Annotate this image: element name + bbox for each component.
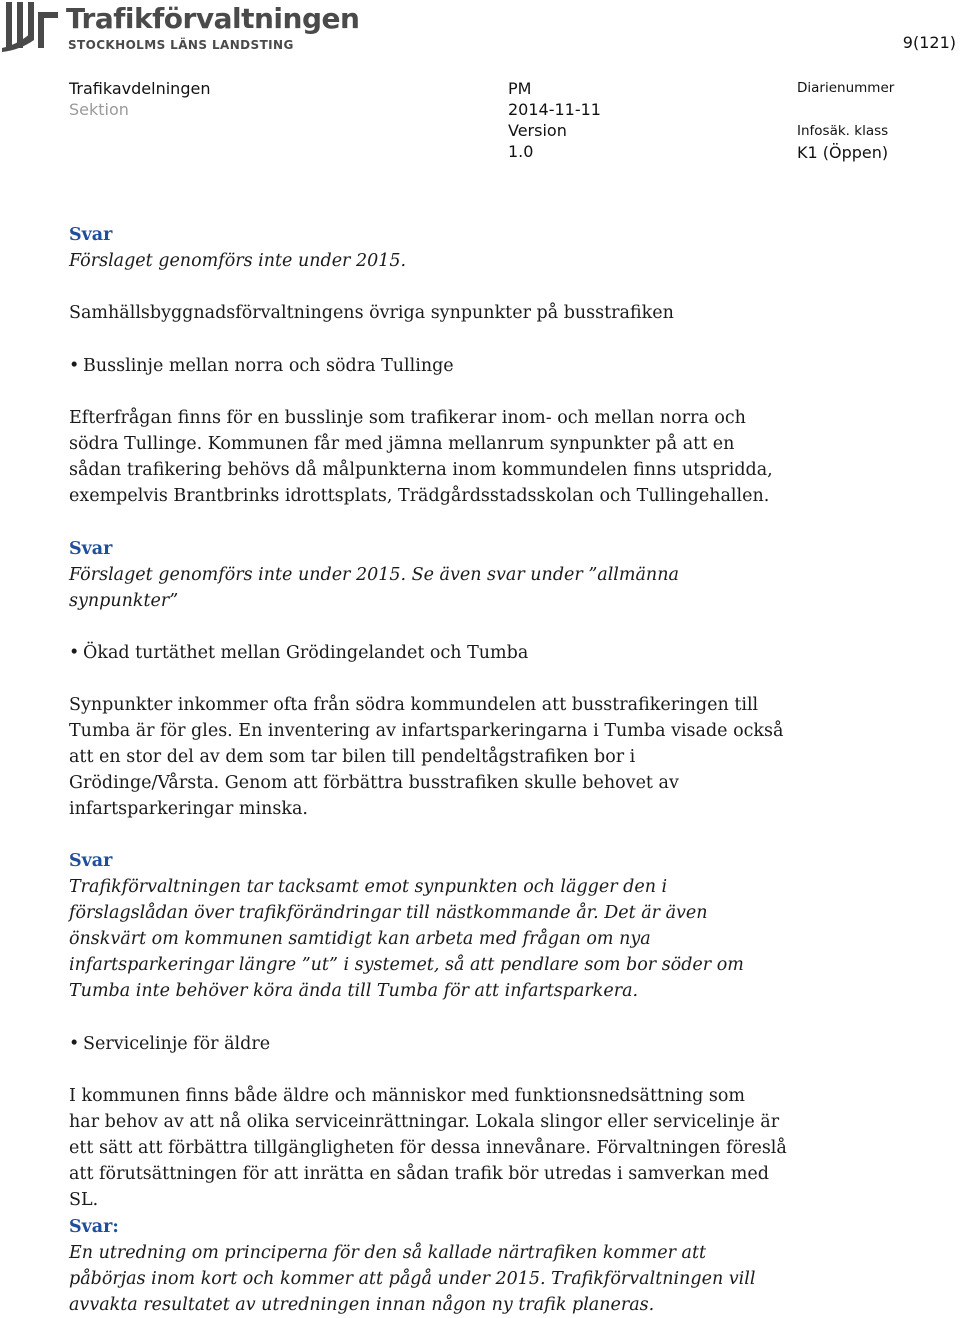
- classification-label: Infosäk. klass: [797, 123, 889, 139]
- answer-line: Tumba inte behöver köra ända till Tumba för att infartsparkera.: [69, 981, 639, 1001]
- paragraph-line: I kommunen finns både äldre och människor med funktionsnedsättning som: [69, 1086, 746, 1106]
- bullet-icon: •: [69, 643, 80, 663]
- paragraph-line: infartsparkeringar minska.: [69, 799, 308, 819]
- header-document-info: [508, 78, 601, 162]
- answer-line: önskvärt om kommunen samtidigt kan arbeta med frågan om nya: [69, 929, 651, 949]
- paragraph-line: Tumba är för gles. En inventering av infartsparkeringarna i Tumba visade också: [69, 721, 784, 741]
- answer-block-4: [69, 1214, 809, 1318]
- answer-line: synpunkter”: [69, 591, 179, 611]
- answer-heading: Svar: [69, 539, 113, 559]
- paragraph-line: ett sätt att förbättra tillgängligheten för dessa innevånare. Förvaltningen föreslå: [69, 1138, 787, 1158]
- answer-line: Trafikförvaltningen tar tacksamt emot synpunkten och lägger den i: [69, 877, 668, 897]
- paragraph-line: Efterfrågan finns för en busslinje som trafikerar inom- och mellan norra och: [69, 408, 746, 428]
- answer-line: En utredning om principerna för den så kallade närtrafiken kommer att: [69, 1243, 707, 1263]
- answer-line: avvakta resultatet av utredningen innan någon ny trafik planeras.: [69, 1295, 655, 1315]
- bullet-text: Busslinje mellan norra och södra Tullinge: [83, 356, 454, 376]
- paragraph-line: Synpunkter inkommer ofta från södra kommundelen att busstrafikeringen till: [69, 695, 759, 715]
- bullet-item-grodinge: [69, 640, 809, 666]
- answer-block-2: [69, 536, 809, 614]
- paragraph-servicelinje: [69, 1083, 809, 1213]
- bullet-item-tullinge: [69, 353, 809, 379]
- answer-heading: Svar:: [69, 1217, 119, 1237]
- paragraph-line: Grödinge/Vårsta. Genom att förbättra busstrafiken skulle behovet av: [69, 773, 679, 793]
- document-date: 2014-11-11: [508, 100, 601, 119]
- answer-heading: Svar: [69, 225, 113, 245]
- section-label: Sektion: [69, 100, 129, 119]
- paragraph-line: SL.: [69, 1190, 99, 1210]
- answer-heading: Svar: [69, 851, 113, 871]
- answer-block-3: [69, 848, 809, 1004]
- answer-line: Förslaget genomförs inte under 2015. Se även svar under ”allmänna: [69, 565, 679, 585]
- paragraph-line: södra Tullinge. Kommunen får med jämna mellanrum synpunkter på att en: [69, 434, 735, 454]
- bullet-item-servicelinje: [69, 1031, 809, 1057]
- answer-line: förslagslådan över trafikförändringar till nästkommande år. Det är även: [69, 903, 708, 923]
- bullet-text: Servicelinje för äldre: [83, 1034, 271, 1054]
- classification-value: K1 (Öppen): [797, 143, 889, 162]
- logo: [2, 2, 360, 52]
- paragraph-tumba: [69, 692, 809, 822]
- paragraph-line: att en stor del av dem som tar bilen till pendeltågstrafiken bor i: [69, 747, 636, 767]
- bullet-text: Ökad turtäthet mellan Grödingelandet och Tumba: [83, 643, 529, 663]
- bullet-icon: •: [69, 1034, 80, 1054]
- paragraph-line: sådan trafikering behövs då målpunkterna inom kommundelen finns utspridda,: [69, 460, 773, 480]
- version-label: Version: [508, 121, 567, 140]
- answer-text: Förslaget genomförs inte under 2015.: [69, 251, 407, 271]
- page-number: 9(121): [902, 33, 956, 52]
- paragraph-line: har behov av att nå olika serviceinrättningar. Lokala slingor eller servicelinje är: [69, 1112, 780, 1132]
- paragraph-line: exempelvis Brantbrinks idrottsplats, Trädgårdsstadsskolan och Tullingehallen.: [69, 486, 770, 506]
- document-type: PM: [508, 79, 532, 98]
- bullet-icon: •: [69, 356, 80, 376]
- department-name: Trafikavdelningen: [69, 79, 211, 98]
- answer-line: påbörjas inom kort och kommer att pågå under 2015. Trafikförvaltningen vill: [69, 1269, 756, 1289]
- logo-title: Trafikförvaltningen: [66, 2, 360, 35]
- header-classification: [797, 78, 894, 163]
- answer-block-1: [69, 222, 809, 274]
- header-department: [69, 78, 210, 120]
- diary-number-label: Diarienummer: [797, 80, 895, 96]
- section-heading: Samhällsbyggnadsförvaltningens övriga synpunkter på busstrafiken: [69, 303, 674, 323]
- paragraph-line: att förutsättningen för att inrätta en sådan trafik bör utredas i samverkan med: [69, 1164, 769, 1184]
- answer-line: infartsparkeringar längre ”ut” i systemet, så att pendlare som bor söder om: [69, 955, 744, 975]
- paragraph-tullinge: [69, 405, 809, 509]
- version-number: 1.0: [508, 142, 534, 161]
- sll-logo-mark: [2, 2, 60, 52]
- logo-subtitle: STOCKHOLMS LÄNS LANDSTING: [68, 38, 294, 52]
